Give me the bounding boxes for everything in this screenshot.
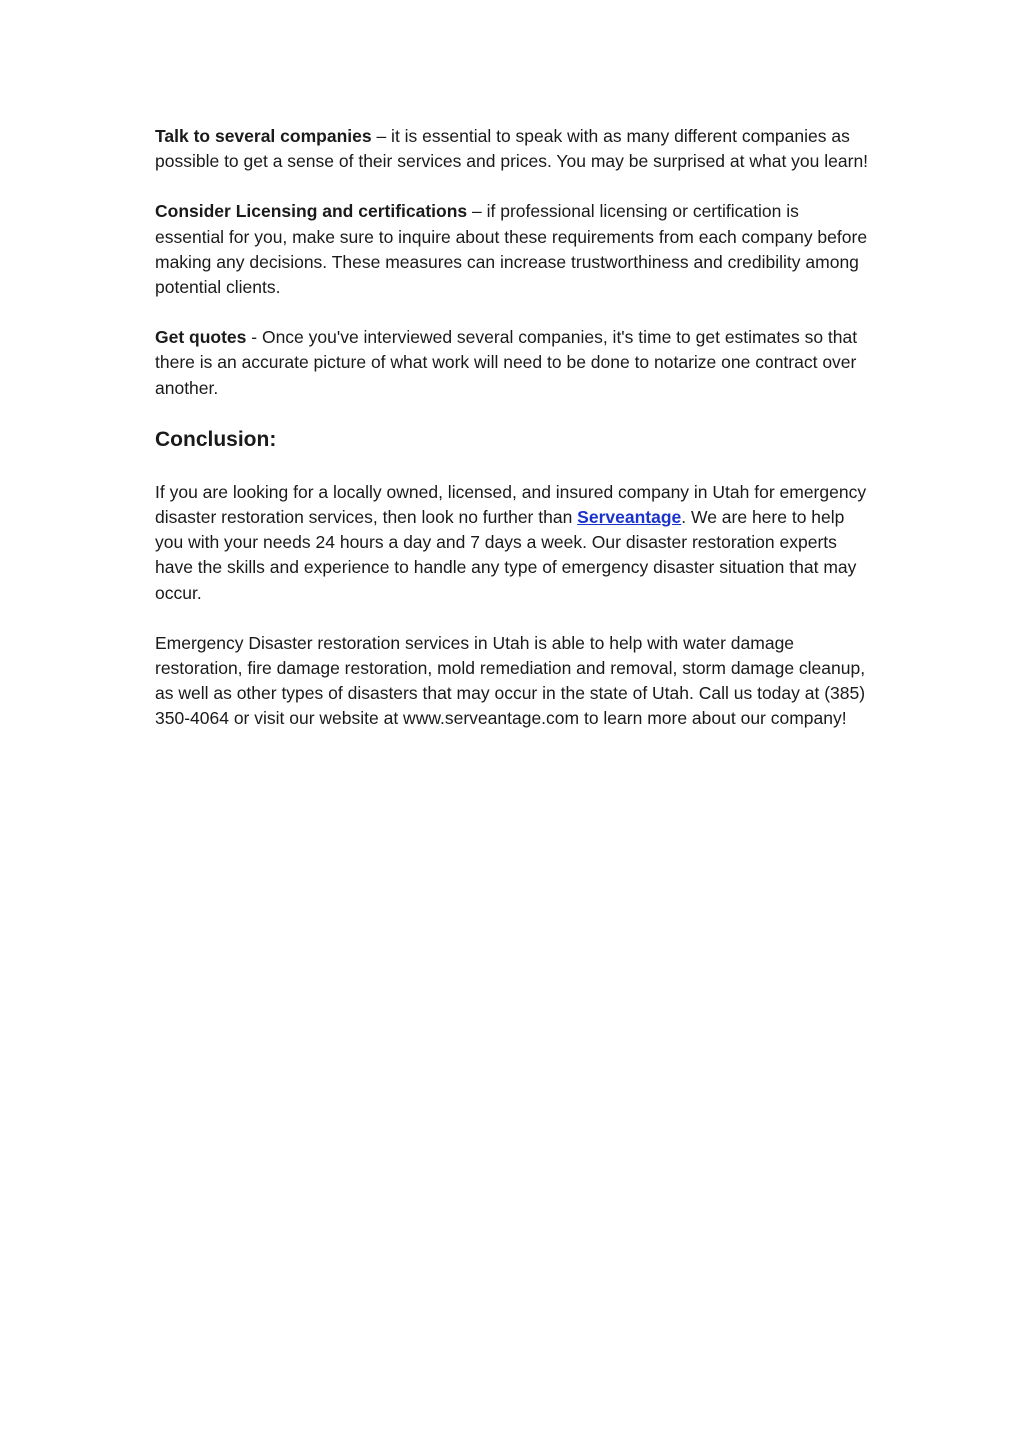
tip-body-licensing: – if professional licensing or certification is essential for you, make sure to inquire about these requirements from each company before making any decisions. These measures can increase trustworthiness and credibility among potential clients. — [155, 201, 868, 298]
conclusion-text-after-link: . We are here to help you with your needs 24 hours a day and 7 days a week. Our disaster restoration experts have the skills and experience to handle any type of emergency disaster situation that may occur. — [155, 507, 857, 603]
document-content — [155, 124, 870, 757]
conclusion-text-before-link: If you are looking for a locally owned, licensed, and insured company in Utah for emergency disaster restoration services, then look no further than — [155, 481, 867, 528]
tip-paragraph-quotes — [155, 325, 870, 401]
tip-title-talk: Talk to several companies — [155, 126, 372, 146]
conclusion-heading: Conclusion: — [155, 427, 277, 451]
tip-paragraph-talk — [155, 124, 870, 174]
tip-body-quotes: - Once you've interviewed several companies, it's time to get estimates so that there is an accurate picture of what work will need to be done to notarize one contract over another. — [155, 327, 858, 398]
conclusion-paragraph-2: Emergency Disaster restoration services in Utah is able to help with water damage restoration, fire damage restoration, mold remediation and removal, storm damage cleanup, as well as other types of disasters that may occur in the state of Utah. Call us today at (385) 350-4064 or visit our website at www.serveantage.com to learn more about our company! — [155, 632, 866, 729]
tip-title-licensing: Consider Licensing and certifications — [155, 201, 468, 222]
serveantage-link[interactable]: Serveantage — [577, 507, 682, 528]
tip-body-talk: – it is essential to speak with as many different companies as possible to get a sense of their services and prices. You may be surprised at what you learn! — [155, 126, 869, 172]
tip-title-quotes: Get quotes — [155, 327, 247, 348]
conclusion-paragraph-1 — [155, 480, 870, 606]
tip-paragraph-licensing — [155, 199, 870, 300]
